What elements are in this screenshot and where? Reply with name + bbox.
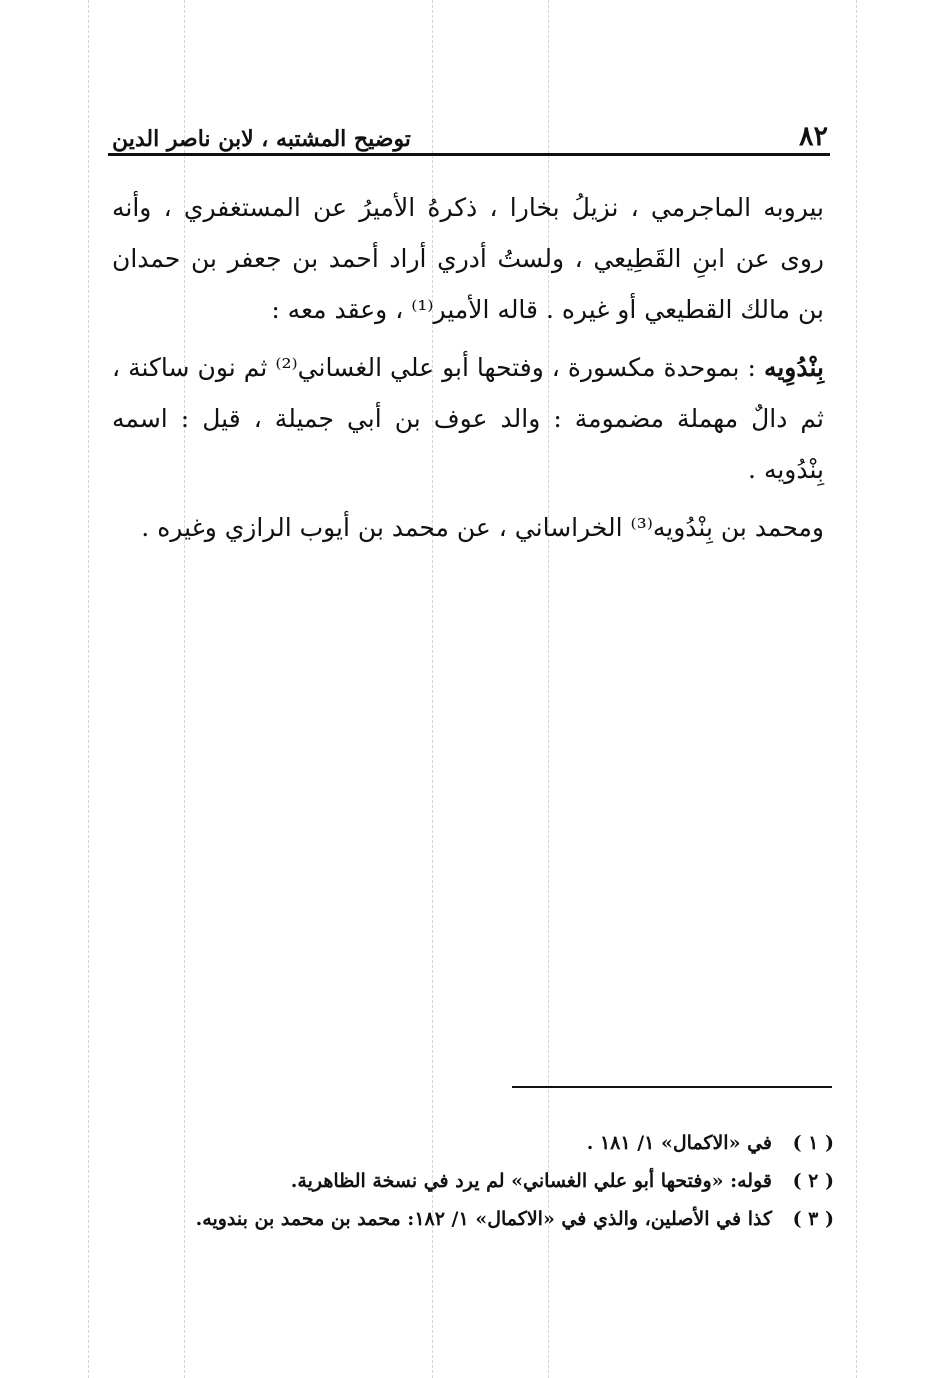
scan-artifact-line: [856, 0, 857, 1378]
paragraph-text: : بموحدة مكسورة ، وفتحها أبو علي الغساني⁽²⁾ ثم نون ساكنة ، ثم دالٌ مهملة مضمومة : والد عوف بن أبي جميلة ، قيل : اسمه بِنْدُويه .: [112, 353, 824, 484]
headword: بِنْدُوِيه: [763, 353, 824, 382]
footnote-text: في «الاكمال» ١/ ١٨١ .: [586, 1132, 772, 1154]
header-rule: [108, 153, 830, 156]
page-number: ٨٢: [798, 121, 828, 152]
footnote: [112, 1200, 834, 1238]
footnote: [112, 1124, 834, 1162]
paragraph: [112, 182, 824, 335]
footnote-number: ( ٣ ): [792, 1208, 834, 1230]
footnotes: [112, 1124, 834, 1238]
running-title: توضيح المشتبه ، لابن ناصر الدين: [112, 126, 411, 152]
paragraph: [112, 502, 824, 553]
paragraph-text: بيروبه الماجرمي ، نزيلُ بخارا ، ذكرهُ الأميرُ عن المستغفري ، وأنه روى عن ابنِ القَطِيعي ، ولستُ أدري أراد أحمد بن جعفر بن حمدان بن مالك القطيعي أو غيره . قاله الأمير⁽¹⁾ ، وعقد معه :: [112, 193, 824, 324]
footnote-rule: [512, 1086, 832, 1088]
footnote: [112, 1162, 834, 1200]
footnote-number: ( ٢ ): [792, 1170, 834, 1192]
paragraph: [112, 342, 824, 495]
page-header: [112, 108, 828, 152]
main-text: [112, 182, 824, 553]
paragraph-text: ومحمد بن بِنْدُويه⁽³⁾ الخراساني ، عن محمد بن أيوب الرازي وغيره .: [141, 513, 824, 542]
footnote-text: كذا في الأصلين، والذي في «الاكمال» ١/ ١٨٢: محمد بن محمد بن بندويه.: [195, 1208, 772, 1230]
footnote-number: ( ١ ): [792, 1132, 834, 1154]
scan-artifact-line: [88, 0, 89, 1378]
footnote-text: قوله: «وفتحها أبو علي الغساني» لم يرد في نسخة الظاهرية.: [290, 1170, 772, 1192]
